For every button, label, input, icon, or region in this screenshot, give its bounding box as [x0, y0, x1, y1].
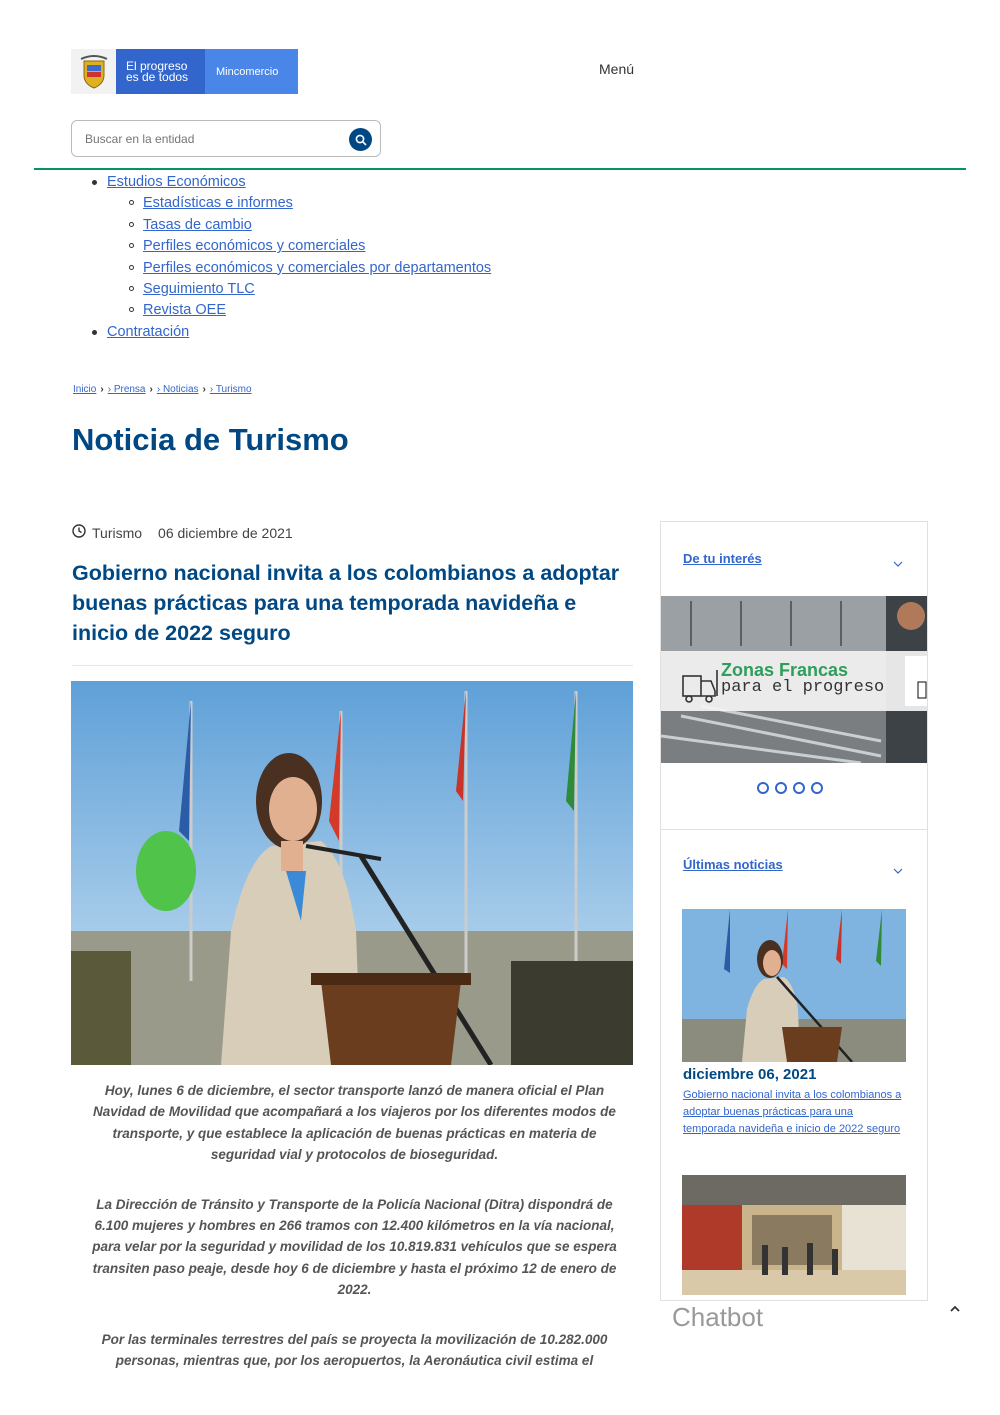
news-thumbnail[interactable]	[682, 909, 906, 1062]
news-link[interactable]: Gobierno nacional invita a los colombianos a adoptar buenas prácticas para una temporada navideña e inicio de 2022 seguro	[683, 1089, 902, 1135]
nav-subitem[interactable]: Perfiles económicos y comerciales	[143, 238, 366, 255]
breadcrumb-item[interactable]: › Turismo	[209, 384, 252, 395]
breadcrumb-item[interactable]: › Prensa	[107, 384, 146, 395]
chevron-down-icon[interactable]	[893, 554, 903, 572]
nav-subitem[interactable]: Perfiles económicos y comerciales por departamentos	[143, 259, 492, 276]
nav-subitem[interactable]: Seguimiento TLC	[143, 281, 255, 298]
article-category: Turismo	[92, 524, 143, 541]
nav-subitem[interactable]: Estadísticas e informes	[143, 195, 293, 212]
article-meta	[72, 524, 293, 541]
logo-slogan: El progreso es de todos	[116, 49, 205, 94]
clock-icon	[72, 524, 86, 541]
nav-item-estudios[interactable]: Estudios Económicos	[107, 174, 246, 190]
article-body	[82, 1080, 627, 1399]
article-paragraph: Por las terminales terrestres del país se proyecta la movilización de 10.282.000 personas, mientras que, por los aeropuertos, la Aeronáutica civil estima el	[101, 1331, 608, 1369]
nav-list	[107, 172, 491, 343]
chevron-down-icon[interactable]	[893, 861, 903, 879]
breadcrumb-home[interactable]: Inicio	[73, 384, 97, 395]
news-date: diciembre 06, 2021	[683, 1066, 817, 1083]
banner-subtitle: para el progreso	[721, 678, 885, 697]
header-divider	[34, 168, 966, 170]
article-paragraph: Hoy, lunes 6 de diciembre, el sector transporte lanzó de manera oficial el Plan Navidad de Movilidad que acompañará a los viajeros por los diferentes modos de transporte, y que establece la aplicación de buenas prácticas en materia de seguridad vial y protocolos de bioseguridad.	[93, 1083, 616, 1163]
page-title: Noticia de Turismo	[72, 422, 349, 457]
gov-logo[interactable]	[71, 49, 298, 94]
breadcrumb-item[interactable]: › Noticias	[156, 384, 199, 395]
carousel-dot[interactable]	[757, 782, 769, 794]
menu-button[interactable]: Menú	[599, 61, 635, 77]
search-box	[71, 120, 381, 157]
chatbot-button[interactable]: Chatbot	[672, 1302, 928, 1362]
sidebar-divider	[661, 829, 927, 830]
nav-subitem[interactable]: Revista OEE	[143, 302, 226, 319]
title-divider	[72, 665, 633, 666]
search-input[interactable]	[83, 131, 347, 147]
news-accordion-title[interactable]: Últimas noticias	[683, 857, 783, 872]
nav-item-contratacion[interactable]: Contratación	[107, 323, 190, 340]
banner-title: Zonas Francas	[721, 660, 849, 680]
article-date: 06 diciembre de 2021	[158, 524, 293, 541]
interest-accordion-title[interactable]: De tu interés	[683, 551, 762, 566]
carousel-dot[interactable]	[811, 782, 823, 794]
article-paragraph: La Dirección de Tránsito y Transporte de la Policía Nacional (Ditra) dispondrá de 6.100 mujeres y hombres en 266 tramos con 12.400 kilómetros en la vía nacional, para velar por la seguridad y movilidad de los 10.819.831 vehículos que se espera transiten paso peaje, desde hoy 6 de diciembre y hasta el próximo 12 de enero de 2022.	[92, 1196, 617, 1298]
scroll-top-icon[interactable]	[950, 1300, 960, 1316]
coat-of-arms-icon	[71, 49, 116, 94]
breadcrumb: Inicio › › Prensa › › Noticias › › Turismo	[73, 384, 252, 395]
nav-subitem[interactable]: Tasas de cambio	[143, 216, 252, 233]
logo-brand: Mincomercio	[205, 49, 298, 94]
article-title: Gobierno nacional invita a los colombianos a adoptar buenas prácticas para una temporada navideña e inicio de 2022 seguro	[72, 561, 620, 645]
article-photo	[71, 681, 633, 1065]
zonas-francas-banner[interactable]	[661, 596, 927, 763]
carousel-dot[interactable]	[793, 782, 805, 794]
search-icon[interactable]	[349, 128, 372, 151]
carousel-dot[interactable]	[775, 782, 787, 794]
carousel-dots	[757, 782, 823, 794]
news-thumbnail[interactable]	[682, 1175, 906, 1295]
sidebar	[660, 521, 928, 1301]
